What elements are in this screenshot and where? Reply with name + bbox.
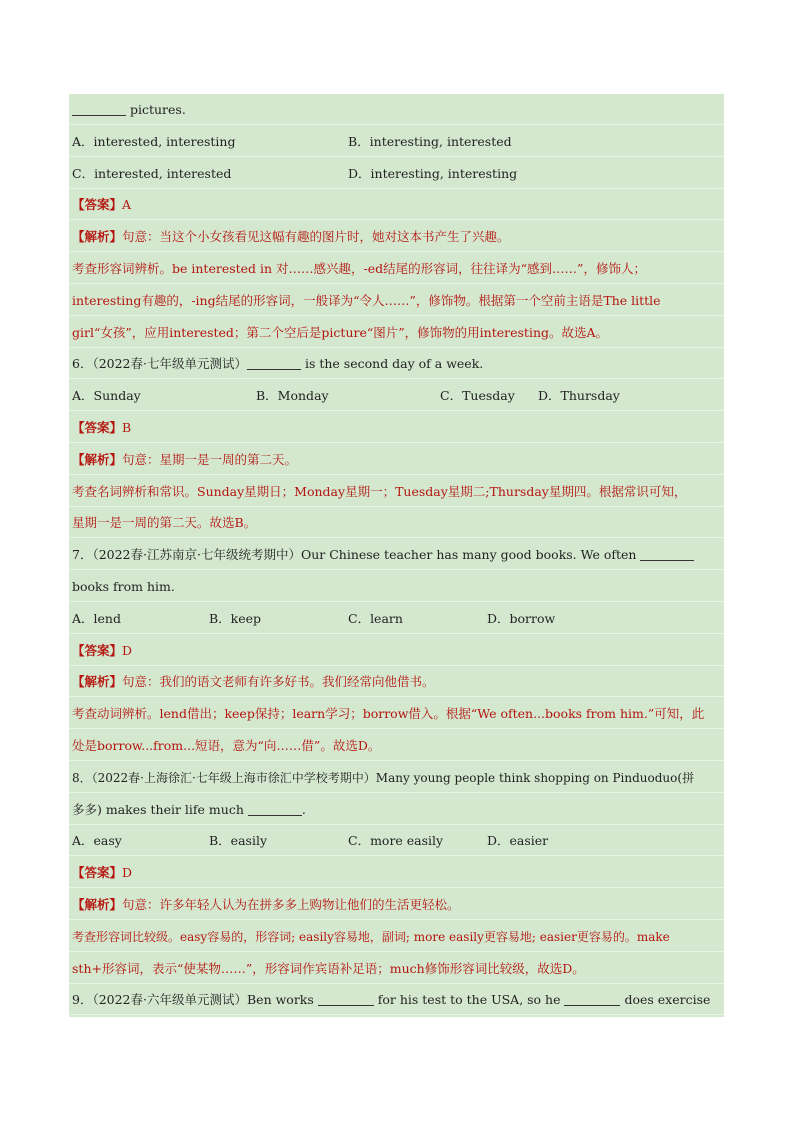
answer-blank [72,101,126,116]
question-text: 7．（2022春·江苏南京·七年级统考期中）Our Chinese teacher has many good books. We often [72,547,641,563]
explanation-text: B [122,420,132,435]
answer-blank [318,991,374,1006]
explanation-text: 句意：星期一是一周的第二天。 [122,451,298,467]
text-line [69,666,724,697]
text-line [69,762,724,793]
text-line [69,412,724,443]
question-text: 6．（2022春·七年级单元测试） [72,356,247,372]
answer-option: A．Sunday [72,388,141,404]
answer-option: B．easily [209,833,268,849]
question-text: does exercise [620,992,711,1008]
text-line [69,126,724,157]
explanation-text: sth+形容词，表示“使某物……”，形容词作宾语补足语；much修饰形容词比较级，故选D。 [72,960,585,976]
text-line [69,539,724,570]
question-text: for his test to the USA, so he [373,992,565,1008]
explanation-text: 句意：许多年轻人认为在拼多多上购物让他们的生活更轻松。 [122,897,460,912]
explanation-text: 考查名词辨析和常识。Sunday星期日；Monday星期一；Tuesday星期二;Thursday星期四。根据常识可知， [72,483,687,499]
section-label: 【解析】 [72,229,123,245]
text-line [69,921,724,952]
section-label: 【解析】 [72,897,123,912]
answer-blank [564,991,620,1006]
answer-option: D．easier [487,833,549,849]
text-line [69,380,724,411]
text-line [69,507,724,538]
section-label: 【答案】 [72,642,123,658]
answer-option: C．Tuesday [440,388,515,404]
explanation-text: 句意：我们的语文老师有许多好书。我们经常向他借书。 [122,674,435,690]
answer-option: D．borrow [487,610,556,626]
explanation-text: 处是borrow...from...短语，意为“向……借”。故选D。 [72,738,381,753]
text-line [69,857,724,888]
answer-blank [640,546,694,561]
text-line [69,698,724,729]
explanation-text: 考查形容词比较级。easy容易的，形容词; easily容易地，副词; more easily更容易地; easier更容易的。make [72,929,670,944]
question-text: 多多) makes their life much [72,801,248,817]
explanation-text: A [122,197,132,213]
text-line [69,730,724,761]
question-text: 9．（2022春·六年级单元测试）Ben works [72,992,318,1008]
text-line [69,189,724,220]
text-line [69,794,724,825]
explanation-text: 句意：当这个小女孩看见这幅有趣的图片时，她对这本书产生了兴趣。 [122,229,510,245]
text-line [69,285,724,316]
answer-option: B．Monday [256,388,329,404]
text-line [69,221,724,252]
text-line [69,953,724,984]
answer-blank [247,355,301,370]
text-line [69,253,724,284]
text-line [69,476,724,507]
text-line [69,444,724,475]
text-line [69,889,724,920]
answer-option: B．keep [209,610,262,626]
text-line [69,348,724,379]
answer-option: C．interested, interested [72,165,232,181]
text-line [69,825,724,856]
answer-option: A．interested, interesting [72,133,236,149]
section-label: 【答案】 [72,420,123,435]
explanation-text: girl“女孩”，应用interested；第二个空后是picture“图片”，修饰物的用interesting。故选A。 [72,324,609,340]
explanation-text: 星期一是一周的第二天。故选B。 [72,515,257,531]
answer-option: B．interesting, interested [348,133,512,149]
explanation-text: D [122,865,133,881]
text-line [69,571,724,602]
text-line [69,158,724,189]
answer-option: C．more easily [348,833,444,849]
explanation-text: interesting有趣的，-ing结尾的形容词，一般译为“令人……”，修饰物。根据第一个空前主语是The little [72,292,661,308]
section-label: 【解析】 [72,451,123,467]
question-text: pictures. [126,102,186,117]
answer-option: D．interesting, interesting [348,165,518,181]
explanation-text: D [122,642,133,658]
section-label: 【解析】 [72,674,123,690]
text-line [69,984,724,1015]
text-line [69,603,724,634]
explanation-text: 考查形容词辨析。be interested in 对……感兴趣，-ed结尾的形容词，往往译为“感到……”，修饰人； [72,261,646,276]
section-label: 【答案】 [72,197,123,213]
explanation-text: 考查动词辨析。lend借出；keep保持；learn学习；borrow借入。根据“We often...books from him.”可知，此 [72,706,705,722]
answer-option: A．easy [72,833,122,849]
answer-option: C．learn [348,610,403,626]
text-line [69,635,724,666]
question-text: . [301,801,306,817]
section-label: 【答案】 [72,865,123,881]
answer-option: A．lend [72,610,121,626]
text-line [69,317,724,348]
text-line [69,94,724,125]
question-text: books from him. [72,579,175,594]
answer-blank [248,801,302,816]
question-text: is the second day of a week. [301,356,484,372]
answer-option: D．Thursday [538,388,620,404]
question-text: 8．（2022春·上海徐汇·七年级上海市徐汇中学校考期中）Many young people think shopping on Pinduoduo(拼 [72,770,695,785]
